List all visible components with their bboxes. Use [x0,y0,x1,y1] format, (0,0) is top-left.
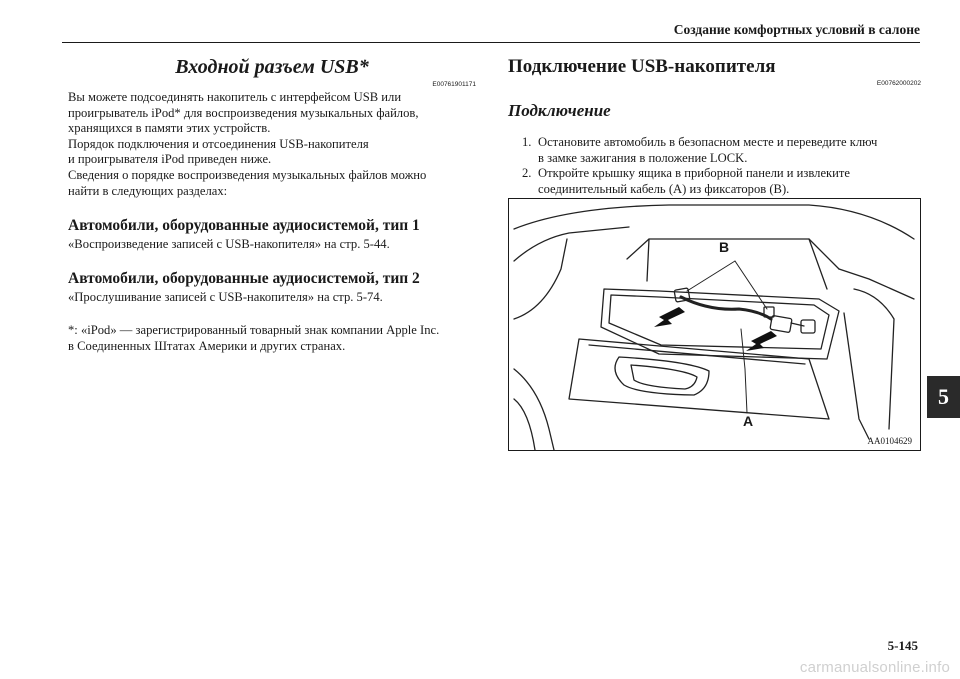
running-header: Создание комфортных условий в салоне [673,22,920,37]
note-line: *: «iPod» — зарегистрированный товарный знак компании Apple Inc. [68,323,440,338]
intro-line: проигрыватель iPod* для воспроизведения музыкальных файлов, [68,105,419,120]
page-number: 5-145 [887,638,918,653]
glovebox-drawing [509,199,920,450]
intro-line: Порядок подключения и отсоединения USB-накопителя [68,136,369,151]
step-line: соединительный кабель (A) из фиксаторов (B). [538,181,790,196]
glovebox-illustration [508,198,921,451]
section-code: E00762000202 [876,80,921,87]
intro-line: и проигрывателя iPod приведен ниже. [68,152,272,167]
note-line: в Соединенных Штатах Америки и других странах. [68,338,346,353]
heading-audio-type-2: Автомобили, оборудованные аудиосистемой, тип 2 [68,270,420,288]
intro-line: Сведения о порядке воспроизведения музыкальных файлов можно [68,167,427,182]
step-text [538,135,877,166]
intro-line: найти в следующих разделах: [68,183,228,198]
step-line: Откройте крышку ящика в приборной панели и извлеките [538,166,850,181]
chapter-tab: 5 [927,376,960,418]
step-number: 1. [522,135,532,149]
section-code: E00761901171 [432,81,476,88]
step-number: 2. [522,166,532,181]
intro-line: Вы можете подсоединять накопитель с интерфейсом USB или [68,90,402,104]
heading-audio-type-1: Автомобили, оборудованные аудиосистемой, тип 1 [68,217,420,235]
left-column [68,56,476,354]
figure-code: AA0104629 [867,436,912,446]
watermark: carmanualsonline.info [799,659,950,676]
step-text [538,166,850,197]
cross-reference-type-1: «Воспроизведение записей с USB-накопителя» на стр. 5-44. [68,237,390,252]
intro-line: хранящихся в памяти этих устройств. [68,121,271,136]
subsection-title: Подключение [508,101,611,120]
trademark-note [68,323,476,354]
cross-reference-type-2: «Прослушивание записей с USB-накопителя» на стр. 5-74. [68,290,383,305]
step-item [522,166,921,197]
header-rule [62,42,920,43]
section-title-usb-connect: Подключение USB-накопителя [508,56,776,77]
section-title-usb-input: Входной разъем USB* [175,56,369,78]
step-line: в замке зажигания в положение LOCK. [538,150,748,165]
steps-list [522,135,921,197]
step-item [522,135,921,166]
intro-paragraph [68,90,476,199]
figure-label-a: A [743,413,754,429]
figure-label-b: B [719,239,730,255]
step-line: Остановите автомобиль в безопасном месте и переведите ключ [538,135,878,149]
right-column [508,56,921,197]
